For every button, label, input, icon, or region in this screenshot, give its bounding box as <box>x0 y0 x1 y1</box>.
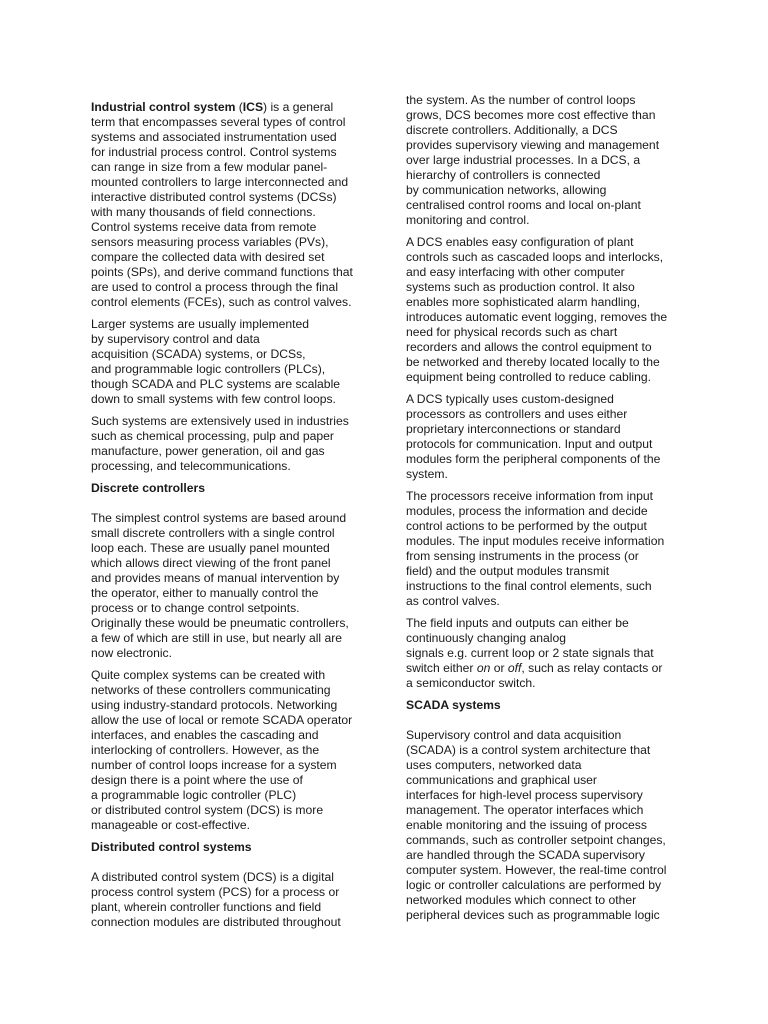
paragraph-line: Originally these would be pneumatic controllers, <box>91 616 349 630</box>
paragraph-line: recorders and allows the control equipment to <box>406 340 652 354</box>
paragraph-line: connection modules are distributed throughout <box>91 915 341 929</box>
paragraph-line: which allows direct viewing of the front panel <box>91 556 331 570</box>
paragraph-line: commands, such as controller setpoint changes, <box>406 833 666 847</box>
paragraph-line: down to small systems with few control loops. <box>91 392 336 406</box>
paragraph-line: process or to change control setpoints. <box>91 601 300 615</box>
paragraph-line: and programmable logic controllers (PLCs), <box>91 362 326 376</box>
paragraph-line: the operator, either to manually control the <box>91 586 319 600</box>
intro-line: mounted controllers to large interconnected and <box>91 175 349 189</box>
paragraph-line: loop each. These are usually panel mounted <box>91 541 330 555</box>
paragraph-line: introduces automatic event logging, removes the <box>406 310 668 324</box>
italic-on: on <box>476 661 491 675</box>
paragraph-line: design there is a point where the use of <box>91 773 303 787</box>
paragraph-line: now electronic. <box>91 646 172 660</box>
intro-line: points (SPs), and derive command functions that <box>91 265 353 279</box>
paragraph-line: The field inputs and outputs can either be <box>406 616 629 630</box>
paragraph-line: processors as controllers and uses either <box>406 407 628 421</box>
paragraph-line: The processors receive information from input <box>406 489 653 503</box>
text: or <box>490 661 508 675</box>
paragraph-line: over large industrial processes. In a DCS, a <box>406 153 641 167</box>
intro-line: compare the collected data with desired set <box>91 250 325 264</box>
intro-line: are used to control a process through the final <box>91 280 339 294</box>
paragraph-line: manufacture, power generation, oil and gas <box>91 444 325 458</box>
paragraph-line: though SCADA and PLC systems are scalable <box>91 377 341 391</box>
paragraph-line: peripheral devices such as programmable logic <box>406 908 660 922</box>
paragraph-line: enable monitoring and the issuing of process <box>406 818 647 832</box>
intro-line: control elements (FCEs), such as control valves. <box>91 295 352 309</box>
paragraph-line: The simplest control systems are based around <box>91 511 347 525</box>
paragraph-line: such as chemical processing, pulp and paper <box>91 429 334 443</box>
abbr-bold: ICS <box>242 100 264 114</box>
paragraph-line: instructions to the final control elements, such <box>406 579 652 593</box>
paragraph-line: the system. As the number of control loops <box>406 93 636 107</box>
paragraph-line-switch <box>406 661 662 676</box>
paragraph-line: computer system. However, the real-time control <box>406 863 667 877</box>
text: ) is a general <box>263 100 334 114</box>
paragraph-line: allow the use of local or remote SCADA operator <box>91 713 353 727</box>
paragraph-line: or distributed control system (DCS) is more <box>91 803 324 817</box>
paragraph-line: protocols for communication. Input and output <box>406 437 653 451</box>
paragraph-line: a programmable logic controller (PLC) <box>91 788 297 802</box>
intro-line: term that encompasses several types of control <box>91 115 346 129</box>
italic-off: off <box>507 661 522 675</box>
intro-line: interactive distributed control systems (DCSs) <box>91 190 337 204</box>
paragraph-line: Larger systems are usually implemented <box>91 317 309 331</box>
paragraph-line: management. The operator interfaces which <box>406 803 644 817</box>
paragraph-line: uses computers, networked data <box>406 758 582 772</box>
paragraph-line: systems such as production control. It also <box>406 280 635 294</box>
intro-line: Control systems receive data from remote <box>91 220 317 234</box>
paragraph-line: and easy interfacing with other computer <box>406 265 625 279</box>
paragraph-line: field) and the output modules transmit <box>406 564 610 578</box>
paragraph-line: processing, and telecommunications. <box>91 459 291 473</box>
paragraph-line: using industry-standard protocols. Networking <box>91 698 338 712</box>
section-heading-scada: SCADA systems <box>406 698 501 712</box>
paragraph-line: and provides means of manual intervention by <box>91 571 340 585</box>
paragraph-line: acquisition (SCADA) systems, or DCSs, <box>91 347 306 361</box>
paragraph-line: Quite complex systems can be created with <box>91 668 326 682</box>
term-bold: Industrial control system <box>91 100 236 114</box>
paragraph-line: monitoring and control. <box>406 213 530 227</box>
paragraph-line: Such systems are extensively used in industries <box>91 414 349 428</box>
paragraph-line: modules. The input modules receive information <box>406 534 665 548</box>
paragraph-line: small discrete controllers with a single control <box>91 526 335 540</box>
paragraph-line: modules, process the information and decide <box>406 504 648 518</box>
paragraph-line: A DCS enables easy configuration of plant <box>406 235 634 249</box>
paragraph-line: be networked and thereby located locally to the <box>406 355 660 369</box>
text: switch either <box>406 661 477 675</box>
paragraph-line: by supervisory control and data <box>91 332 260 346</box>
text: , such as relay contacts or <box>521 661 663 675</box>
paragraph-line: interfaces, and enables the cascading and <box>91 728 319 742</box>
intro-line: can range in size from a few modular panel- <box>91 160 328 174</box>
paragraph-line: interlocking of controllers. However, as the <box>91 743 320 757</box>
intro-line: sensors measuring process variables (PVs), <box>91 235 329 249</box>
paragraph-line: hierarchy of controllers is connected <box>406 168 601 182</box>
section-heading-discrete: Discrete controllers <box>91 481 206 495</box>
paragraph-line: A distributed control system (DCS) is a digital <box>91 870 334 884</box>
intro-lead-line <box>91 100 333 115</box>
section-heading-distributed: Distributed control systems <box>91 840 252 854</box>
paragraph-line: Supervisory control and data acquisition <box>406 728 622 742</box>
paragraph-line: networked modules which connect to other <box>406 893 637 907</box>
paragraph-line: continuously changing analog <box>406 631 566 645</box>
paragraph-line: proprietary interconnections or standard <box>406 422 621 436</box>
paragraph-line: enables more sophisticated alarm handling, <box>406 295 641 309</box>
paragraph-line: provides supervisory viewing and management <box>406 138 660 152</box>
paragraph-line: number of control loops increase for a system <box>91 758 337 772</box>
paragraph-line: control actions to be performed by the output <box>406 519 647 533</box>
paragraph-line: are handled through the SCADA supervisory <box>406 848 645 862</box>
intro-line: with many thousands of field connections. <box>91 205 316 219</box>
paragraph-line: centralised control rooms and local on-plant <box>406 198 641 212</box>
paragraph-line: a semiconductor switch. <box>406 676 536 690</box>
paragraph-line: need for physical records such as chart <box>406 325 618 339</box>
paragraph-line: system. <box>406 467 448 481</box>
intro-line: systems and associated instrumentation used <box>91 130 337 144</box>
intro-line: for industrial process control. Control systems <box>91 145 337 159</box>
paragraph-line: (SCADA) is a control system architecture that <box>406 743 651 757</box>
paragraph-line: networks of these controllers communicating <box>91 683 331 697</box>
paragraph-line: discrete controllers. Additionally, a DCS <box>406 123 618 137</box>
paragraph-line: logic or controller calculations are performed by <box>406 878 662 892</box>
paragraph-line: communications and graphical user <box>406 773 597 787</box>
paragraph-line: A DCS typically uses custom-designed <box>406 392 614 406</box>
text: ( <box>235 100 243 114</box>
paragraph-line: grows, DCS becomes more cost effective than <box>406 108 656 122</box>
paragraph-line: modules form the peripheral components of the <box>406 452 661 466</box>
paragraph-line: by communication networks, allowing <box>406 183 607 197</box>
paragraph-line: plant, wherein controller functions and field <box>91 900 322 914</box>
paragraph-line: process control system (PCS) for a process or <box>91 885 340 899</box>
paragraph-line: signals e.g. current loop or 2 state signals that <box>406 646 654 660</box>
paragraph-line: equipment being controlled to reduce cabling. <box>406 370 652 384</box>
paragraph-line: manageable or cost-effective. <box>91 818 251 832</box>
paragraph-line: as control valves. <box>406 594 500 608</box>
paragraph-line: controls such as cascaded loops and interlocks, <box>406 250 664 264</box>
paragraph-line: interfaces for high-level process supervisory <box>406 788 643 802</box>
paragraph-line: a few of which are still in use, but nearly all are <box>91 631 343 645</box>
paragraph-line: from sensing instruments in the process (or <box>406 549 639 563</box>
